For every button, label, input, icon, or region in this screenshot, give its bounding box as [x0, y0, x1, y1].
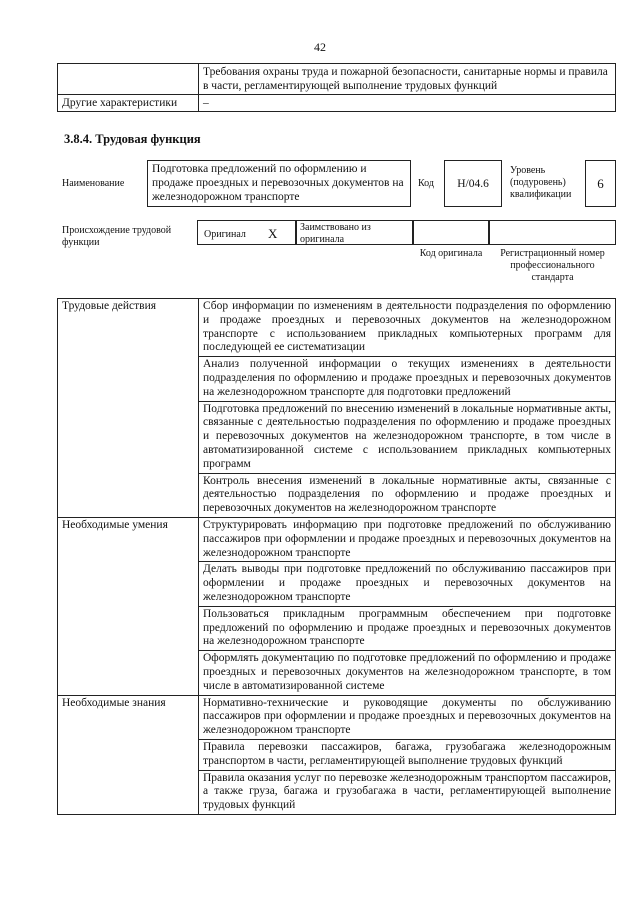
code-box [444, 160, 502, 207]
level-box [585, 160, 616, 207]
table-cell: Делать выводы при подготовке предложений по обслуживанию пассажиров при оформлении и продаже проездных и перевозочных документов на железнодорожном транспорте [199, 562, 616, 606]
row-label [58, 64, 199, 95]
section-title: 3.8.4. Трудовая функция [64, 132, 201, 146]
table-cell: Правила оказания услуг по перевозке железнодорожным транспортом пассажиров, а также груза, багажа и грузобагажа в части, регламентирующей выполнение трудовых функций [199, 770, 616, 814]
code-original-label: Код оригинала [419, 248, 483, 259]
original-label: Оригинал [204, 229, 246, 240]
table-row [58, 95, 616, 112]
table-cell: Нормативно-технические и руководящие документы по обслуживанию пассажиров при оформлении и продаже проездных и перевозочных документов на железнодорожном транспорте [199, 695, 616, 739]
table-cell: Подготовка предложений по внесению изменений в локальные нормативные акты, связанные с деятельностью подразделения по оформлению и продаже проездных и перевозочных документов на железнодорожном транспорте, в том числе в автоматизированной системе с использованием прикладных компьютерных программ [199, 401, 616, 473]
function-name-box [147, 160, 411, 207]
origin-label: Происхождение трудовой функции [62, 225, 172, 248]
section-heading: Необходимые знания [58, 695, 199, 814]
table-cell: Правила перевозки пассажиров, багажа, грузобагажа железнодорожным транспортом в части, регламентирующей выполнение трудовых функций [199, 739, 616, 770]
row-label: Другие характеристики [58, 95, 199, 112]
row-text: – [199, 95, 616, 112]
code-original-box [413, 220, 489, 245]
table-cell: Сбор информации по изменениям в деятельности подразделения по оформлению и продаже проездных и перевозочных документов на железнодорожном транспорте с использованием прикладных компьютерных программ для последующей ее систематизации [199, 299, 616, 357]
function-details-table [57, 298, 616, 815]
level-label: Уровень (подуровень) квалификации [510, 165, 572, 200]
row-text: Требования охраны труда и пожарной безопасности, санитарные нормы и правила в части, регламентирующей выполнение трудовых функций [199, 64, 616, 95]
section-heading: Необходимые умения [58, 517, 199, 695]
table-cell: Анализ полученной информации о текущих изменениях в деятельности подразделения по оформлению и продаже проездных и перевозочных документов на железнодорожном транспорте для подготовки предложений [199, 357, 616, 401]
table-row [58, 299, 616, 357]
reg-number-box [489, 220, 616, 245]
name-label: Наименование [62, 178, 125, 189]
original-box [197, 220, 296, 245]
code-value: Н/04.6 [457, 177, 489, 190]
section-heading: Трудовые действия [58, 299, 199, 518]
level-value: 6 [597, 175, 604, 191]
continuation-table [57, 63, 616, 112]
table-cell: Структурировать информацию при подготовке предложений по обслуживанию пассажиров при оформлении и продаже проездных и перевозочных документов на железнодорожном транспорте [199, 517, 616, 561]
table-row [58, 64, 616, 95]
table-cell: Контроль внесения изменений в локальные нормативные акты, связанные с деятельностью подразделения по оформлению и продаже проездных и перевозочных документов на железнодорожном транспорте [199, 473, 616, 517]
borrowed-label: Заимствовано из оригинала [300, 222, 371, 245]
table-row [58, 517, 616, 561]
code-label: Код [418, 178, 434, 189]
page-number: 42 [314, 40, 326, 54]
table-row [58, 695, 616, 739]
reg-number-label: Регистрационный номер профессионального стандарта [500, 248, 605, 283]
function-name: Подготовка предложений по оформлению и продаже проездных и перевозочных документов на железнодорожном транспорте [152, 163, 404, 203]
table-cell: Оформлять документацию по подготовке предложений по оформлению и продаже проездных и перевозочных документов на железнодорожном транспорте, в том числе в автоматизированной системе [199, 651, 616, 695]
original-mark: X [268, 226, 278, 241]
table-cell: Пользоваться прикладным программным обеспечением при подготовке предложений по оформлению и продаже проездных и перевозочных документов на железнодорожном транспорте [199, 606, 616, 650]
borrowed-box [296, 220, 413, 245]
